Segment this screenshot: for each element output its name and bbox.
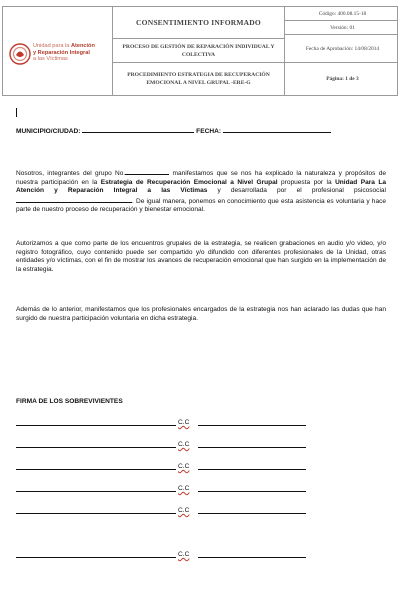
municipio-blank[interactable] bbox=[82, 126, 194, 133]
approval-date: Fecha de Aprobación: 14/08/2014 bbox=[285, 35, 397, 63]
document-version: Versión: 01 bbox=[285, 21, 397, 35]
procedure-name: PROCEDIMIENTO ESTRATEGIA DE RECUPERACIÓN EMOCIONAL A NIVEL GRUPAL -ERE-G bbox=[113, 63, 285, 95]
paragraph-consent: Nosotros, integrantes del grupo No. manifestamos que se nos ha explicado la naturaleza y propósitos de nuestra participación en la Estrategia de Recuperación Emocional a Nivel Grupal propuesta por la Unidad Para La Atención y Reparación Integral a las Víctimas y desarrollada por el profesional psicosocial . De igual manera, ponemos en conocimiento que esta asistencia es voluntaria y hace parte de nuestro proceso de recuperación y bienestar emocional. bbox=[16, 170, 386, 214]
page-number: Página: 1 de 3 bbox=[326, 76, 359, 82]
fecha-label: FECHA: bbox=[196, 128, 222, 135]
cc-label: C.C bbox=[178, 485, 190, 492]
location-date-line[interactable] bbox=[16, 126, 331, 135]
cc-label: C.C bbox=[178, 463, 190, 470]
id-number-line[interactable] bbox=[198, 425, 306, 426]
document-code: Código: 400.08.15-18 bbox=[285, 7, 397, 21]
cc-label: C.C bbox=[178, 419, 190, 426]
signature-line[interactable] bbox=[16, 557, 176, 558]
logo-wordmark: Unidad para la Atención y Reparación Integral a las Víctimas bbox=[33, 43, 95, 63]
signature-line[interactable] bbox=[16, 513, 176, 514]
signature-row[interactable] bbox=[16, 548, 306, 558]
paragraph-clarification: Además de lo anterior, manifestamos que los profesionales encargados de la estrategia nos han aclarado las dudas que han surgido de nuestra participación voluntaria en dicha estrategia. bbox=[16, 306, 386, 322]
signatures-title: FIRMA DE LOS SOBREVIVIENTES bbox=[16, 398, 123, 405]
document-title: CONSENTIMIENTO INFORMADO bbox=[113, 7, 285, 39]
id-number-line[interactable] bbox=[198, 491, 306, 492]
signature-line[interactable] bbox=[16, 425, 176, 426]
signature-row[interactable] bbox=[16, 504, 306, 514]
paragraph-authorization: Autorizamos a que como parte de los encuentros grupales de la estrategia, se realicen grabaciones en audio y/o video, y/o registro fotográfico, cuyo contenido puede ser compartido y/o difundido con diferentes profesionales de la Unidad, otras entidades y/o víctimas, con el fin de mostrar los avances de recuperación emocional que han surgido en la implementación de la estrategia. bbox=[16, 240, 386, 273]
process-name: PROCESO DE GESTIÓN DE REPARACIÓN INDIVIDUAL Y COLECTIVA bbox=[113, 39, 285, 63]
id-number-line[interactable] bbox=[198, 447, 306, 448]
id-number-line[interactable] bbox=[198, 557, 306, 558]
signature-line[interactable] bbox=[16, 447, 176, 448]
cc-label: C.C bbox=[178, 441, 190, 448]
unidad-victimas-emblem-icon bbox=[9, 43, 31, 65]
cc-label: C.C bbox=[178, 507, 190, 514]
group-number-blank[interactable] bbox=[125, 168, 169, 175]
logo-cell bbox=[3, 7, 113, 95]
fecha-blank[interactable] bbox=[223, 126, 331, 133]
professional-name-blank[interactable] bbox=[16, 196, 132, 203]
id-number-line[interactable] bbox=[198, 469, 306, 470]
signature-row[interactable] bbox=[16, 460, 306, 470]
text-cursor bbox=[16, 108, 17, 117]
signature-line[interactable] bbox=[16, 469, 176, 470]
document-header-table bbox=[2, 6, 398, 96]
signature-row[interactable] bbox=[16, 438, 306, 448]
signature-row[interactable] bbox=[16, 482, 306, 492]
signature-row[interactable] bbox=[16, 416, 306, 426]
id-number-line[interactable] bbox=[198, 513, 306, 514]
cc-label: C.C bbox=[178, 551, 190, 558]
signature-line[interactable] bbox=[16, 491, 176, 492]
municipio-label: MUNICIPIO/CIUDAD: bbox=[16, 128, 81, 135]
